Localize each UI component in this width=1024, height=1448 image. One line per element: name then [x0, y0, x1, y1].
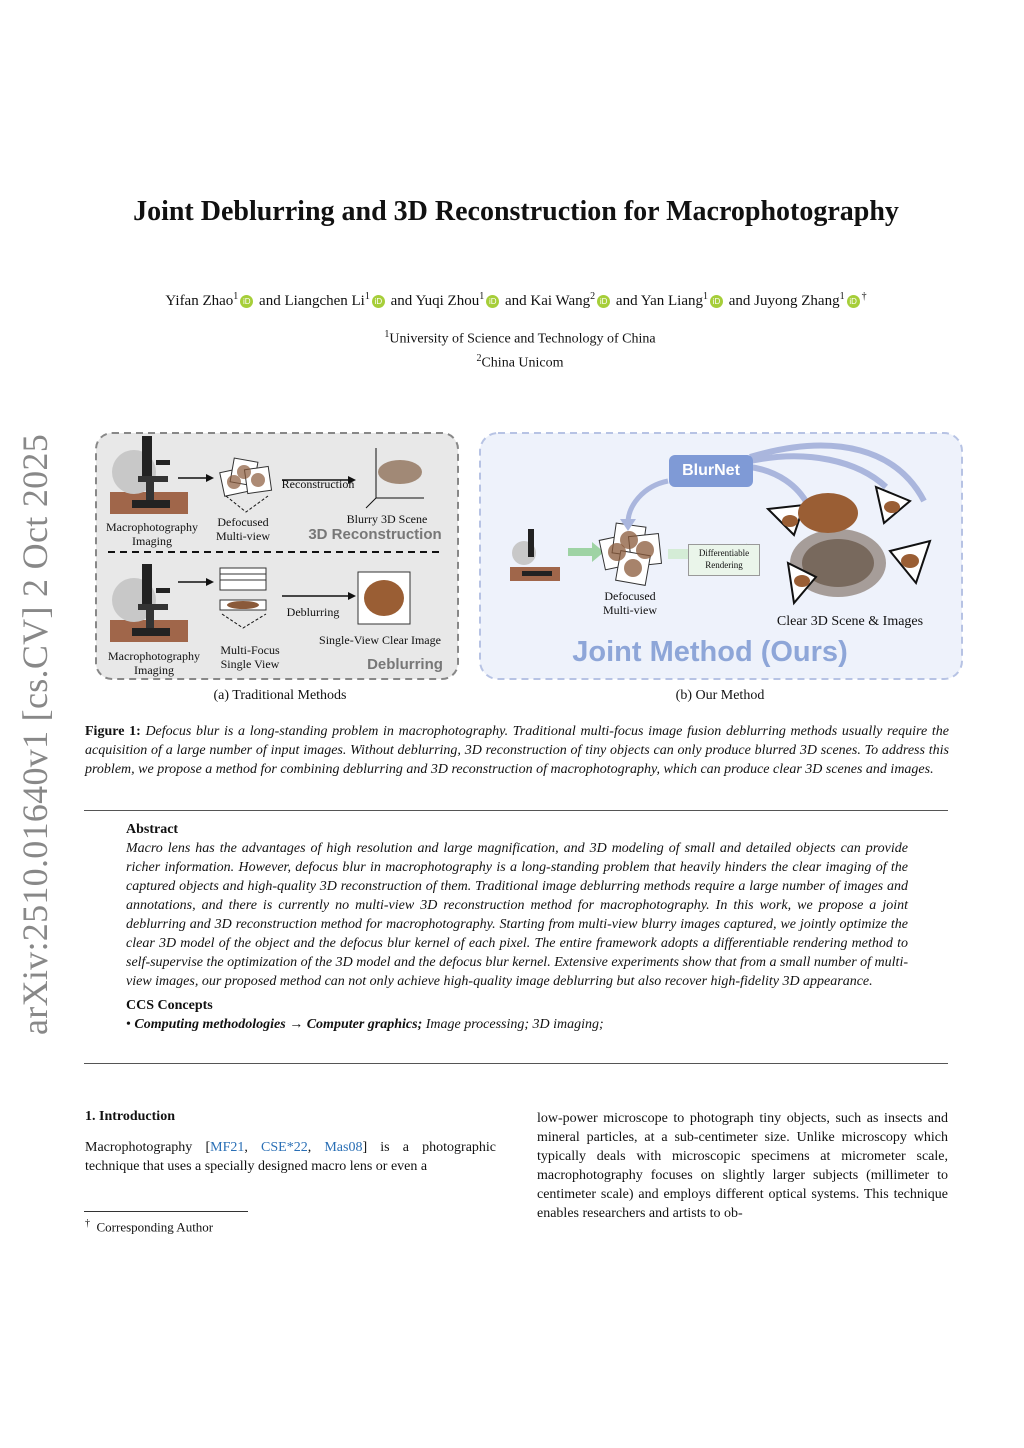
citation-link[interactable]: Mas08 — [324, 1140, 363, 1155]
ccs-heading: CCS Concepts — [126, 998, 213, 1013]
subcaption-a: (a) Traditional Methods — [213, 688, 347, 703]
orcid-icon[interactable]: iD — [710, 295, 723, 308]
author-name: Yifan Zhao — [165, 293, 234, 309]
title-3d-reconstruction: 3D Reconstruction — [308, 526, 442, 543]
author-affiliation-mark: 1 — [364, 291, 370, 302]
defocused-images-icon — [220, 458, 272, 512]
intro-paragraph-right: low-power microscope to photograph tiny objects, such as insects and mineral particles, at a sub-centimeter size. Unlike microscopy which typically deals with microscopic specimens at micrometer scale, macrophotography focuses on slightly larger subjects (millimeter to centimeter scale) and employs different optical systems. This technique enables researchers and artists to ob- — [537, 1111, 948, 1221]
paper-title: Joint Deblurring and 3D Reconstruction for Macrophotography — [133, 196, 899, 227]
orcid-icon[interactable]: iD — [372, 295, 385, 308]
label-macro-imaging-top: Macrophotography Imaging — [106, 520, 198, 548]
intro-paragraph-left: Macrophotography [MF21, CSE*22, Mas08] is a photographic technique that uses a specially designed macro lens or even a — [85, 1140, 497, 1174]
author-name: Yuqi Zhou — [415, 293, 480, 309]
title-joint-method: Joint Method (Ours) — [572, 636, 848, 668]
abstract-heading: Abstract — [126, 822, 179, 837]
label-defocused-right: Defocused Multi-view — [603, 589, 657, 617]
ccs-concepts: • Computing methodologies → Computer graphics; Image processing; 3D imaging; — [126, 1017, 604, 1032]
label-deblurring: Deblurring — [286, 605, 340, 619]
label-blurry-scene: Blurry 3D Scene — [346, 512, 428, 526]
orcid-icon[interactable]: iD — [486, 295, 499, 308]
section-heading-intro: 1. Introduction — [85, 1109, 175, 1124]
author-conjunction: and — [612, 293, 641, 309]
author-name: Juyong Zhang — [754, 293, 840, 309]
author-name: Liangchen Li — [284, 293, 365, 309]
author-affiliation-mark: 1 — [479, 291, 485, 302]
focus-stack-icon — [220, 568, 266, 628]
label-single-view: Single-View Clear Image — [319, 633, 441, 647]
divider-bottom — [84, 1063, 948, 1064]
author-affiliation-mark: 1 — [703, 291, 708, 302]
footnote: † Corresponding Author — [85, 1218, 214, 1235]
corresponding-mark: † — [861, 291, 867, 302]
subcaption-b: (b) Our Method — [675, 688, 765, 703]
author-affiliation-mark: 2 — [590, 291, 596, 302]
author-affiliation-mark: 1 — [233, 291, 239, 302]
divider-top — [84, 810, 948, 811]
figure-1 — [0, 0, 1024, 720]
title-deblurring: Deblurring — [367, 656, 443, 673]
blurnet-box: BlurNet — [669, 455, 753, 487]
label-reconstruction: Reconstruction — [281, 477, 355, 491]
abstract-body: Macro lens has the advantages of high resolution and large magnification, and 3D modeling of small and detailed objects can provide richer information. However, defocus blur in macrophotography is a long-standing problem that heavily hinders the clear imaging of the captured objects and high-quality 3D reconstruction of them. Traditional image deblurring methods require a large number of images and annotations, and there is currently no multi-view 3D reconstruction method for macrophotography. In this work, we propose a joint deblurring and 3D reconstruction method for macrophotography. Starting from multi-view blurry images captured, we jointly optimize the clear 3D model of the object and the defocus blur kernel of each pixel. The entire framework adopts a differentiable rendering method to self-supervise the optimization of the 3D model and the defocus blur kernel. Extensive experiments show that from a small number of multi-view images, our proposed method can not only achieve high-quality image deblurring but also recover high-fidelity 3D appearance. — [126, 841, 908, 989]
citation-link[interactable]: CSE*22 — [261, 1140, 308, 1155]
author-affiliation-mark: 1 — [839, 291, 845, 302]
affiliation-1: $^1$University of Science and Technology of China — [384, 329, 656, 347]
footnote-rule — [84, 1211, 248, 1212]
abstract — [126, 820, 908, 1034]
arxiv-stamp-text: arXiv:2510.01640v1 [cs.CV] 2 Oct 2025 — [15, 433, 55, 1035]
diff-render-box: Differentiable Rendering — [688, 544, 760, 576]
author-conjunction: and — [386, 293, 416, 309]
citation-link[interactable]: MF21 — [210, 1140, 245, 1155]
orcid-icon[interactable]: iD — [847, 295, 860, 308]
author-conjunction: and — [725, 293, 755, 309]
author-name: Kai Wang — [530, 293, 591, 309]
author-conjunction: and — [255, 293, 285, 309]
label-multifocus: Multi-Focus Single View — [220, 643, 280, 671]
orcid-icon[interactable]: iD — [597, 295, 610, 308]
orcid-icon[interactable]: iD — [240, 295, 253, 308]
label-macro-imaging-bottom: Macrophotography Imaging — [108, 649, 200, 677]
figure-caption: Figure 1: Defocus blur is a long-standing problem in macrophotography. Traditional multi-focus image fusion deblurring methods usually require the acquisition of a large number of input images. Without deblurring, 3D reconstruction of tiny objects can only produce blurred 3D scenes. To address this problem, we propose a method for combining deblurring and 3D reconstruction of macrophotography, which can produce clear 3D scenes and images. — [85, 724, 949, 777]
label-defocused: Defocused Multi-view — [216, 515, 270, 543]
label-clear-scene: Clear 3D Scene & Images — [776, 614, 924, 629]
author-conjunction: and — [501, 293, 531, 309]
affiliation-2: $^2$China Unicom — [476, 353, 564, 371]
author-name: Yan Liang — [640, 293, 703, 309]
